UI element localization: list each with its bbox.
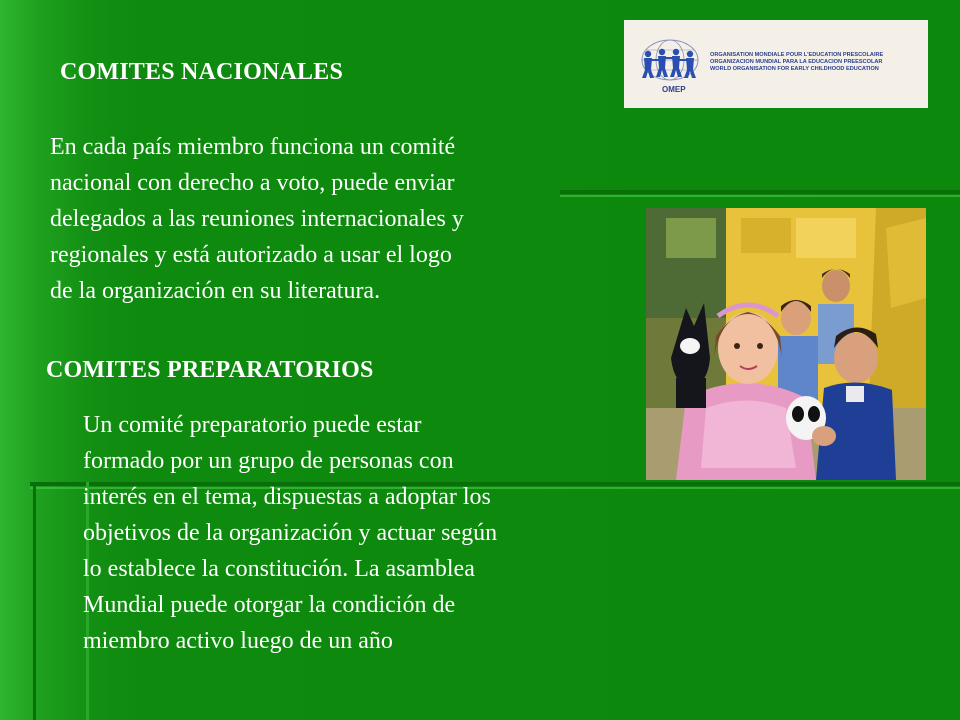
text-line: regionales y está autorizado a usar el logo: [50, 242, 452, 268]
logo-line-spanish: ORGANIZACION MUNDIAL PARA LA EDUCACION PREESCOLAR: [710, 59, 883, 65]
text-line: interés en el tema, dispuestas a adoptar los: [83, 484, 491, 510]
paragraph-preparatorios: [83, 407, 497, 659]
text-line: de la organización en su literatura.: [50, 278, 381, 304]
text-line: En cada país miembro funciona un comité: [50, 134, 456, 160]
divider-line: [560, 195, 960, 197]
text-line: nacional con derecho a voto, puede enviar: [50, 170, 455, 196]
globe-children-icon: [632, 30, 706, 100]
section-heading-nacionales: COMITES NACIONALES: [60, 59, 343, 85]
text-line: lo establece la constitución. La asamblea: [83, 556, 475, 582]
text-line: miembro activo luego de un año: [83, 628, 393, 654]
text-line: delegados a las reuniones internacionales y: [50, 206, 464, 232]
logo-line-french: ORGANISATION MONDIALE POUR L'EDUCATION PRESCOLAIRE: [710, 52, 884, 58]
text-line: objetivos de la organización y actuar según: [83, 520, 498, 546]
logo-text: [710, 52, 924, 73]
text-line: Mundial puede otorgar la condición de: [83, 592, 456, 618]
divider-line: [560, 190, 960, 194]
logo-line-english: WORLD ORGANISATION FOR EARLY CHILDHOOD EDUCATION: [710, 66, 879, 72]
omep-logo: [624, 20, 928, 108]
omep-acronym: OMEP: [662, 85, 686, 94]
divider-line: [33, 482, 36, 720]
text-line: formado por un grupo de personas con: [83, 448, 454, 474]
section-heading-preparatorios: COMITES PREPARATORIOS: [46, 357, 374, 383]
children-photo: [646, 208, 926, 480]
text-line: Un comité preparatorio puede estar: [83, 412, 422, 438]
paragraph-nacionales: [50, 129, 464, 309]
